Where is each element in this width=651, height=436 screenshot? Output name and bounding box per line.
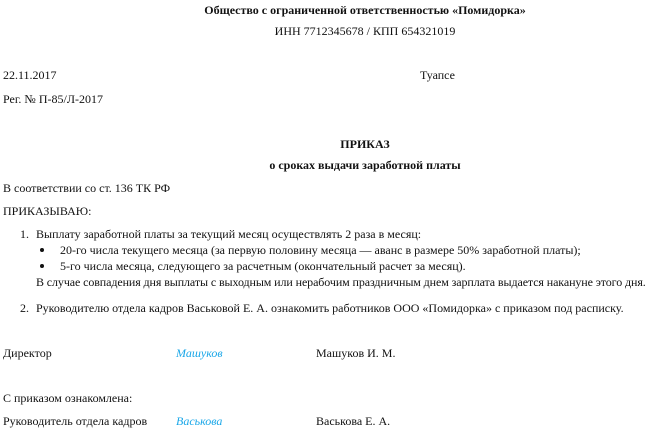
item-text: Руководителю отдела кадров Васьковой Е. А. ознакомить работников ООО «Помидорка» с приказом под расписку.: [36, 301, 624, 315]
item-number: 2.: [20, 301, 29, 315]
registration-number: Рег. № П-85/Л-2017: [3, 92, 103, 106]
director-position: Директор: [3, 346, 52, 360]
order-word: ПРИКАЗЫВАЮ:: [3, 204, 92, 218]
hr-signature: Васькова: [176, 414, 223, 428]
item-note: В случае совпадения дня выплаты с выходным или нерабочим праздничным днем зарплата выдается накануне этого дня.: [36, 275, 646, 289]
director-name: Машуков И. М.: [316, 346, 396, 360]
bullet-icon: [40, 248, 44, 252]
document-subtitle: о сроках выдачи заработной платы: [269, 158, 461, 172]
hr-name: Васькова Е. А.: [316, 414, 391, 428]
document-title: ПРИКАЗ: [340, 137, 390, 151]
bullet-icon: [40, 264, 44, 268]
bullet-text: 5-го числа месяца, следующего за расчетным (окончательный расчет за месяц).: [60, 259, 466, 273]
bullet-text: 20-го числа текущего месяца (за первую половину месяца — аванс в размере 50% заработной платы);: [60, 243, 581, 257]
item-number: 1.: [20, 227, 29, 241]
order-city: Туапсе: [420, 68, 455, 82]
legal-basis: В соответствии со ст. 136 ТК РФ: [3, 181, 171, 195]
order-date: 22.11.2017: [3, 68, 57, 82]
item-text: Выплату заработной платы за текущий месяц осуществлять 2 раза в месяц:: [36, 227, 422, 241]
inn-kpp: ИНН 7712345678 / КПП 654321019: [274, 24, 456, 38]
hr-position: Руководитель отдела кадров: [3, 414, 148, 428]
director-signature: Машуков: [176, 346, 223, 360]
acknowledged-label: С приказом ознакомлена:: [3, 391, 133, 405]
company-name: Общество с ограниченной ответственностью «Помидорка»: [204, 3, 526, 17]
